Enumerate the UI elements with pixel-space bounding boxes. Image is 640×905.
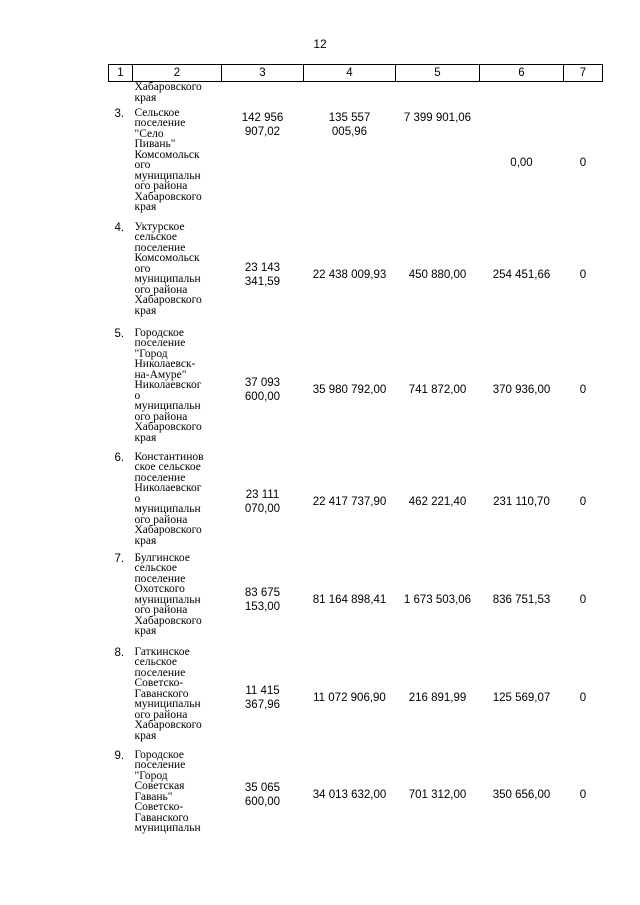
- table-row: [109, 222, 603, 328]
- cell-col4: 135 557 005,96: [328, 111, 371, 138]
- cell-col7: 0: [579, 496, 587, 508]
- table-row: [109, 647, 603, 750]
- cell-col4: 35 980 792,00: [312, 383, 387, 396]
- carry-over-name: Хабаровского края: [134, 81, 202, 104]
- cell-col7: 0: [579, 268, 587, 281]
- municipality-name: Городское поселение "Город Николаевск- на-Амуре" Николаевског о муниципальн ого района Хабаровского края: [134, 326, 202, 444]
- cell-col6: 0,00: [510, 156, 533, 169]
- row-number: 3.: [114, 107, 125, 120]
- cell-col5: 741 872,00: [408, 383, 467, 396]
- cell-col7: 0: [579, 692, 587, 704]
- cell-col3: 142 956 907,02: [241, 111, 284, 138]
- budget-table: [108, 64, 603, 840]
- cell-col3: 35 065 600,00: [244, 781, 281, 808]
- cell-col4: 81 164 898,41: [312, 593, 387, 606]
- header-cell-6: 6: [480, 65, 564, 82]
- cell-col7: 0: [579, 156, 587, 169]
- cell-col5: 462 221,40: [408, 496, 467, 508]
- row-number: 9.: [114, 749, 125, 762]
- table-row: [109, 553, 603, 647]
- row-number: 5.: [114, 327, 125, 340]
- row-number: 6.: [114, 451, 125, 464]
- header-cell-5: 5: [396, 65, 480, 82]
- cell-col6: 254 451,66: [492, 268, 551, 281]
- cell-col3: 37 093 600,00: [244, 376, 281, 403]
- cell-col6: 350 656,00: [492, 788, 551, 801]
- cell-col3: 23 111 070,00: [244, 489, 281, 515]
- cell-col6: 125 569,07: [492, 692, 551, 704]
- cell-col7: 0: [579, 593, 587, 606]
- cell-col4: 22 438 009,93: [312, 268, 387, 281]
- header-cell-7: 7: [564, 65, 603, 82]
- cell-col3: 83 675 153,00: [244, 586, 281, 613]
- cell-col4: 11 072 906,90: [313, 692, 386, 704]
- cell-col5: 450 880,00: [408, 268, 467, 281]
- header-row: [109, 65, 603, 82]
- table-row: [109, 328, 603, 452]
- municipality-name: Гаткинское сельское поселение Советско- Гаванского муниципальн ого района Хабаровского края: [134, 645, 202, 742]
- cell-col3: 23 143 341,59: [244, 261, 281, 288]
- cell-col4: 22 417 737,90: [312, 496, 387, 508]
- cell-col5: 701 312,00: [408, 788, 467, 801]
- header-cell-2: 2: [133, 65, 222, 82]
- row-number: 4.: [114, 221, 125, 234]
- municipality-name: Городское поселение "Город Советская Гавань" Советско- Гаванского муниципальн: [134, 748, 201, 834]
- header-cell-1: 1: [109, 65, 133, 82]
- municipality-name: Сельское поселение "Село Пивань" Комсомольск ого муниципальн ого района Хабаровского края: [134, 106, 202, 213]
- cell-col4: 34 013 632,00: [312, 788, 387, 801]
- cell-col7: 0: [579, 788, 587, 801]
- municipality-name: Булгинское сельское поселение Охотского муниципальн ого района Хабаровского края: [134, 551, 202, 637]
- cell-col6: 231 110,70: [493, 496, 550, 508]
- table-row: [109, 750, 603, 840]
- row-number: 8.: [114, 646, 125, 659]
- carry-over-row: [109, 82, 603, 108]
- cell-col6: 836 751,53: [492, 593, 551, 606]
- table-row: [109, 452, 603, 553]
- table-row: [109, 108, 603, 222]
- cell-col7: 0: [579, 383, 587, 396]
- header-cell-3: 3: [222, 65, 304, 82]
- page-number: 12: [313, 37, 327, 51]
- cell-col6: 370 936,00: [492, 383, 551, 396]
- header-cell-4: 4: [304, 65, 396, 82]
- cell-col5: 7 399 901,06: [403, 111, 472, 124]
- row-number: 7.: [114, 552, 125, 565]
- cell-col5: 216 891,99: [408, 692, 467, 704]
- municipality-name: Константинов ское сельское поселение Николаевског о муниципальн ого района Хабаровского края: [134, 450, 204, 547]
- cell-col3: 11 415 367,96: [244, 685, 281, 711]
- cell-col5: 1 673 503,06: [403, 593, 472, 606]
- municipality-name: Уктурское сельское поселение Комсомольск ого муниципальн ого района Хабаровского края: [134, 220, 202, 317]
